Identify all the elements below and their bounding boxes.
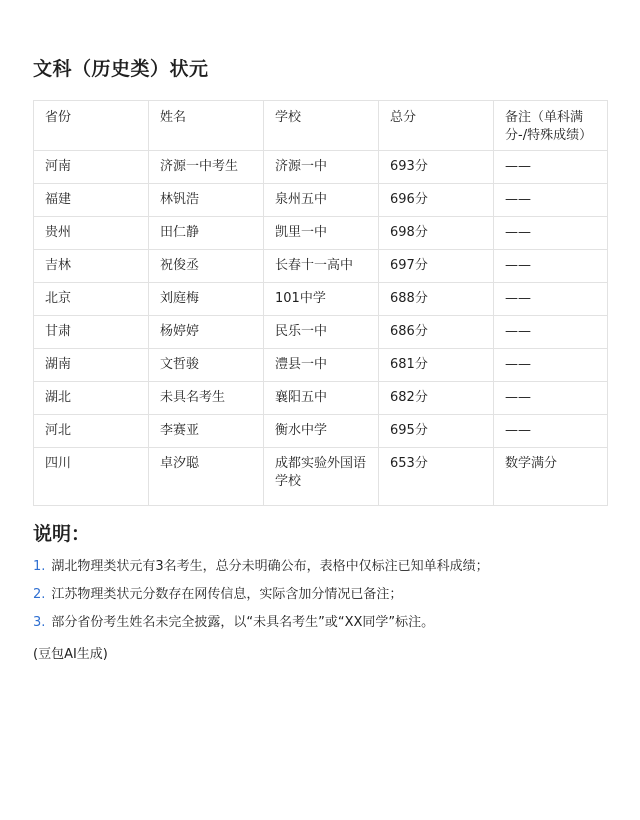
cell-score: 697分: [379, 250, 494, 283]
cell-name: 卓汐聪: [149, 448, 264, 506]
cell-province: 湖北: [34, 382, 149, 415]
table-row: [34, 316, 608, 349]
cell-school: 济源一中: [264, 151, 379, 184]
list-text: 湖北物理类状元有3名考生，总分未明确公布，表格中仅标注已知单科成绩；: [51, 559, 489, 574]
cell-name: 林钒浩: [149, 184, 264, 217]
table-row: [34, 217, 608, 250]
cell-province: 四川: [34, 448, 149, 506]
table-row: [34, 250, 608, 283]
table-row: [34, 448, 608, 506]
cell-province: 甘肃: [34, 316, 149, 349]
cell-school: 衡水中学: [264, 415, 379, 448]
cell-remark: ——: [494, 250, 608, 283]
cell-remark: ——: [494, 349, 608, 382]
cell-remark: ——: [494, 382, 608, 415]
cell-score: 698分: [379, 217, 494, 250]
cell-province: 湖南: [34, 349, 149, 382]
notes-heading: 说明：: [33, 523, 91, 545]
cell-province: 河南: [34, 151, 149, 184]
cell-school: 成都实验外国语学校: [264, 448, 379, 506]
cell-score: 696分: [379, 184, 494, 217]
cell-name: 刘庭梅: [149, 283, 264, 316]
cell-school: 凯里一中: [264, 217, 379, 250]
cell-remark: 数学满分: [494, 448, 608, 506]
cell-province: 北京: [34, 283, 149, 316]
table-row: [34, 382, 608, 415]
cell-province: 吉林: [34, 250, 149, 283]
cell-score: 688分: [379, 283, 494, 316]
page-title: 文科（历史类）状元: [33, 58, 209, 80]
list-text: 江苏物理类状元分数存在网传信息，实际含加分情况已备注；: [51, 587, 403, 602]
table-row: [34, 151, 608, 184]
header-score: 总分: [379, 101, 494, 151]
cell-remark: ——: [494, 151, 608, 184]
cell-school: 民乐一中: [264, 316, 379, 349]
cell-school: 澧县一中: [264, 349, 379, 382]
table-row: [34, 415, 608, 448]
cell-name: 李赛亚: [149, 415, 264, 448]
list-number: 3.: [33, 615, 46, 630]
header-remark: 备注（单科满分-/特殊成绩）: [494, 101, 608, 151]
cell-score: 653分: [379, 448, 494, 506]
cell-score: 686分: [379, 316, 494, 349]
cell-remark: ——: [494, 184, 608, 217]
cell-remark: ——: [494, 316, 608, 349]
scholar-table: [33, 100, 608, 506]
notes-list: [33, 557, 489, 641]
list-number: 2.: [33, 587, 46, 602]
list-item: [33, 557, 489, 585]
footer-note: (豆包AI生成): [33, 647, 108, 662]
cell-remark: ——: [494, 283, 608, 316]
cell-name: 文哲骏: [149, 349, 264, 382]
cell-name: 祝俊丞: [149, 250, 264, 283]
cell-province: 河北: [34, 415, 149, 448]
cell-school: 襄阳五中: [264, 382, 379, 415]
cell-remark: ——: [494, 217, 608, 250]
cell-province: 福建: [34, 184, 149, 217]
list-text: 部分省份考生姓名未完全披露，以“未具名考生”或“XX同学”标注。: [51, 615, 435, 630]
table-header-row: [34, 101, 608, 151]
cell-name: 田仁静: [149, 217, 264, 250]
header-school: 学校: [264, 101, 379, 151]
cell-name: 未具名考生: [149, 382, 264, 415]
list-item: [33, 585, 489, 613]
cell-school: 泉州五中: [264, 184, 379, 217]
cell-province: 贵州: [34, 217, 149, 250]
cell-remark: ——: [494, 415, 608, 448]
cell-score: 695分: [379, 415, 494, 448]
table-row: [34, 283, 608, 316]
cell-name: 杨婷婷: [149, 316, 264, 349]
header-province: 省份: [34, 101, 149, 151]
cell-score: 681分: [379, 349, 494, 382]
cell-school: 101中学: [264, 283, 379, 316]
list-number: 1.: [33, 559, 46, 574]
cell-score: 682分: [379, 382, 494, 415]
cell-name: 济源一中考生: [149, 151, 264, 184]
cell-score: 693分: [379, 151, 494, 184]
table-row: [34, 349, 608, 382]
cell-school: 长春十一高中: [264, 250, 379, 283]
list-item: [33, 613, 489, 641]
table-row: [34, 184, 608, 217]
header-name: 姓名: [149, 101, 264, 151]
